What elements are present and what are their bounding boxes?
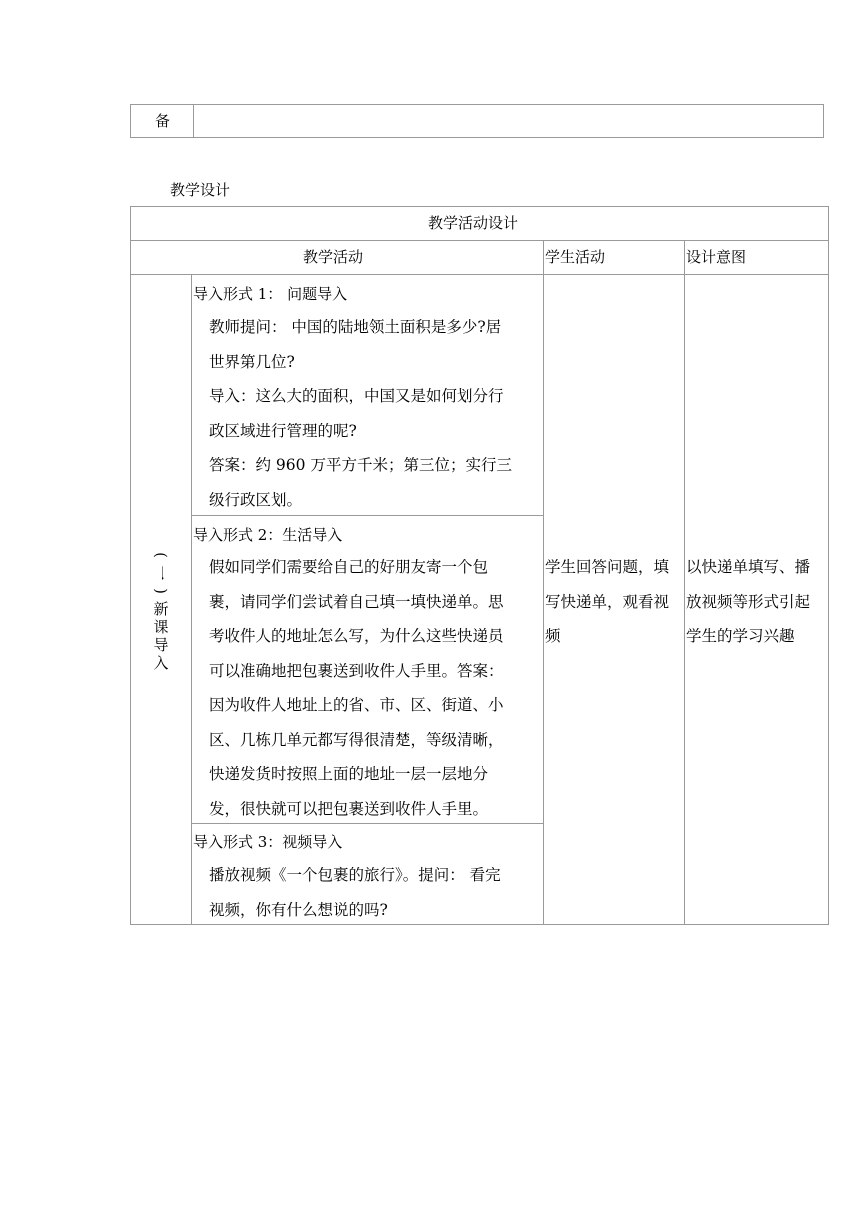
block-2-line: 裹，请同学们尝试着自己填一填快递单。思 xyxy=(209,592,504,611)
block-2-line: 快递发货时按照上面的地址一层一层地分 xyxy=(209,765,489,783)
stage-char: 入 xyxy=(153,654,169,672)
header-intent: 设计意图 xyxy=(686,248,747,266)
block-1-body xyxy=(209,310,512,517)
design-intent-line: 学生的学习兴趣 xyxy=(686,627,795,645)
stage-char: 新 xyxy=(153,600,169,618)
block-2-line: 考收件人的地址怎么写，为什么这些快递员 xyxy=(209,627,504,645)
top-row-label: 备 xyxy=(155,112,171,130)
block-2-body xyxy=(209,550,504,826)
block-2-heading: 导入形式 2：生活导入 xyxy=(193,526,343,544)
student-activity-line: 频 xyxy=(545,627,561,645)
block-1-line: 级行政区划。 xyxy=(209,490,303,509)
stage-char: 课 xyxy=(153,618,169,636)
block-1-line: 导入：这么大的面积，中国又是如何划分行 xyxy=(209,387,504,405)
block-3-line: 视频，你有什么想说的吗? xyxy=(209,900,388,919)
stage-char: 一 xyxy=(152,565,170,581)
student-activity-text xyxy=(545,550,669,654)
block-1-line: 政区域进行管理的呢? xyxy=(209,421,357,440)
block-1-line: 世界第几位? xyxy=(209,352,295,371)
block-2-line: 假如同学们需要给自己的好朋友寄一个包 xyxy=(209,558,489,576)
stage-label-vertical xyxy=(152,546,170,672)
block-3-heading: 导入形式 3：视频导入 xyxy=(193,833,343,851)
header-student: 学生活动 xyxy=(545,248,606,266)
block-2-line: 因为收件人地址上的省、市、区、街道、小 xyxy=(209,696,504,714)
stage-char: ( xyxy=(152,552,170,558)
table-title: 教学活动设计 xyxy=(428,214,519,232)
block-2-line: 发，很快就可以把包裹送到收件人手里。 xyxy=(209,799,489,818)
student-activity-line: 写快递单，观看视 xyxy=(545,592,670,611)
stage-char: ) xyxy=(152,588,170,594)
design-intent-line: 放视频等形式引起 xyxy=(686,592,811,611)
block-1-line: 答案：约 960 万平方千米；第三位；实行三 xyxy=(209,456,512,474)
block-2-line: 可以准确地把包裹送到收件人手里。答案： xyxy=(209,661,504,680)
block-2-line: 区、几栋几单元都写得很清楚，等级清晰， xyxy=(209,730,504,749)
design-intent-line: 以快递单填写、播 xyxy=(686,558,811,576)
block-1-line: 教师提问： 中国的陆地领土面积是多少?居 xyxy=(209,318,502,336)
design-intent-text xyxy=(686,550,810,654)
block-3-body xyxy=(209,858,501,927)
block-3-line: 播放视频《一个包裹的旅行》。提问： 看完 xyxy=(209,866,501,884)
header-activity: 教学活动 xyxy=(303,248,364,266)
section-title: 教学设计 xyxy=(170,181,231,199)
student-activity-line: 学生回答问题，填 xyxy=(545,558,670,576)
block-1-heading: 导入形式 1： 问题导入 xyxy=(193,285,348,303)
stage-char: 导 xyxy=(153,636,169,654)
